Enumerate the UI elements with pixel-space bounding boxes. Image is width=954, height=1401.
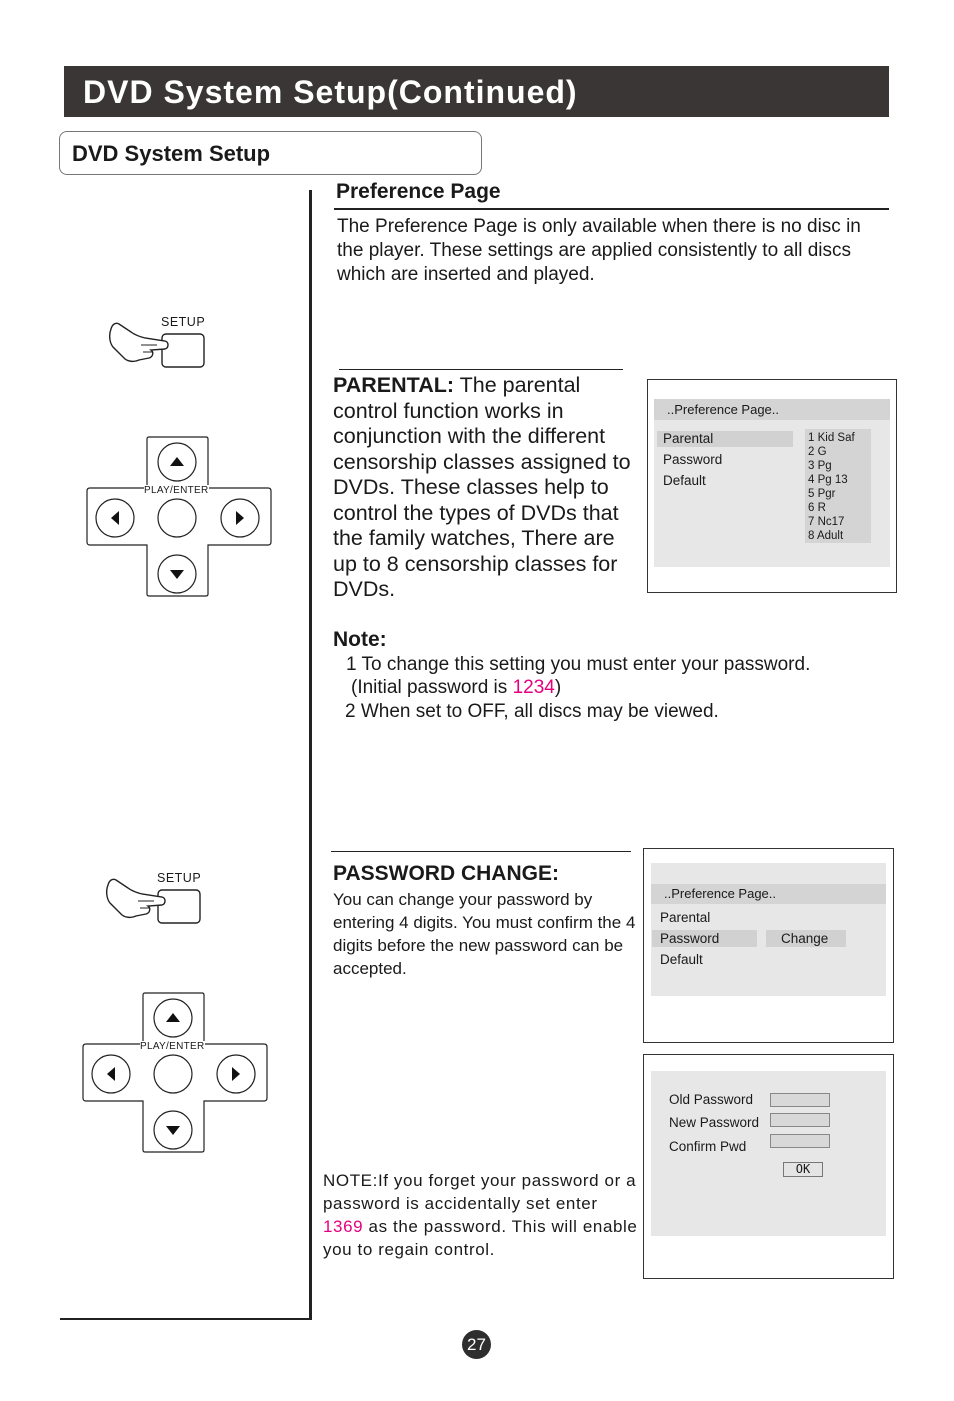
play-enter-label: PLAY/ENTER bbox=[144, 485, 209, 496]
note-line-2 bbox=[351, 676, 561, 700]
forget-note-suffix: as the password. This will enable you to regain control. bbox=[323, 1217, 638, 1259]
menu-title: ..Preference Page.. bbox=[654, 399, 890, 420]
preference-heading: Preference Page bbox=[336, 180, 501, 203]
setup-label: SETUP bbox=[157, 871, 202, 885]
preference-intro: The Preference Page is only available when there is no disc in the player. These settings are applied consistently to all discs which are inserted and played. bbox=[337, 216, 861, 285]
rating-option[interactable]: 4 Pg 13 bbox=[808, 474, 848, 486]
rating-option[interactable]: 7 Nc17 bbox=[808, 516, 845, 528]
preference-screen-parental bbox=[647, 379, 897, 593]
note-line-2-suffix: ) bbox=[554, 677, 562, 698]
password-change-heading: PASSWORD CHANGE: bbox=[333, 862, 559, 885]
dpad-illustration-2 bbox=[82, 991, 270, 1155]
column-divider bbox=[309, 190, 312, 1320]
password-rule bbox=[331, 851, 631, 852]
confirm-password-input[interactable] bbox=[770, 1134, 830, 1148]
ok-button[interactable]: OK bbox=[783, 1162, 823, 1177]
menu-item-default[interactable]: Default bbox=[660, 952, 703, 967]
forget-note-prefix: NOTE:If you forget your password or a password is accidentally set enter bbox=[323, 1171, 637, 1213]
master-password: 1369 bbox=[323, 1217, 364, 1236]
menu-item-parental[interactable]: Parental bbox=[660, 910, 711, 925]
heading-rule bbox=[334, 208, 889, 210]
rating-option[interactable]: 3 Pg bbox=[808, 460, 832, 472]
password-entry-screen bbox=[643, 1054, 894, 1279]
confirm-password-label: Confirm Pwd bbox=[669, 1139, 747, 1154]
setup-label: SETUP bbox=[161, 315, 206, 329]
rating-option[interactable]: 8 Adult bbox=[808, 530, 844, 542]
old-password-label: Old Password bbox=[669, 1092, 754, 1107]
note-line-2-prefix: (Initial password is bbox=[351, 677, 513, 698]
forget-password-note bbox=[323, 1169, 643, 1261]
initial-password: 1234 bbox=[512, 677, 555, 698]
menu-item-password[interactable]: Password bbox=[652, 930, 757, 947]
new-password-label: New Password bbox=[669, 1115, 760, 1130]
dpad-illustration bbox=[86, 435, 274, 599]
play-enter-label: PLAY/ENTER bbox=[140, 1041, 205, 1052]
menu-title: ..Preference Page.. bbox=[651, 884, 886, 904]
preference-screen-password bbox=[643, 848, 894, 1043]
setup-button-illustration-2 bbox=[102, 868, 212, 928]
hand-press-icon bbox=[105, 312, 215, 372]
note-line-3: 2 When set to OFF, all discs may be viewed. bbox=[345, 701, 719, 722]
dpad-icon bbox=[86, 435, 274, 599]
parental-description bbox=[333, 373, 638, 603]
new-password-input[interactable] bbox=[770, 1113, 830, 1127]
bottom-rule bbox=[60, 1318, 312, 1320]
rating-option[interactable]: 5 Pgr bbox=[808, 488, 836, 500]
rating-option[interactable]: 6 R bbox=[808, 502, 826, 514]
dpad-icon bbox=[82, 991, 270, 1155]
rating-option[interactable]: 2 G bbox=[808, 446, 827, 458]
change-option[interactable]: Change bbox=[766, 930, 846, 947]
note-line-1: 1 To change this setting you must enter your password. bbox=[346, 654, 811, 675]
rating-option[interactable]: 1 Kid Saf bbox=[808, 432, 855, 444]
setup-button-illustration bbox=[105, 312, 215, 372]
section-title: DVD System Setup bbox=[59, 131, 482, 175]
parental-rule bbox=[339, 369, 623, 370]
hand-press-icon bbox=[102, 868, 212, 928]
note-label: Note: bbox=[333, 628, 387, 651]
menu-item-default[interactable]: Default bbox=[663, 473, 706, 488]
old-password-input[interactable] bbox=[770, 1093, 830, 1107]
password-change-description: You can change your password by entering 4 digits. You must confirm the 4 digits before the new password can be accepted. bbox=[333, 890, 636, 978]
parental-label: PARENTAL: bbox=[333, 373, 455, 397]
parental-text: The parental control function works in conjunction with the different censorship classes assigned to DVDs. These classes help to control the types of DVDs that the family watches, There are up to 8 censorship classes for DVDs. bbox=[333, 373, 631, 601]
menu-item-password[interactable]: Password bbox=[663, 452, 723, 467]
page-number: 27 bbox=[462, 1330, 491, 1359]
rating-options-list bbox=[805, 429, 871, 543]
menu-item-parental[interactable]: Parental bbox=[657, 431, 793, 447]
page-title: DVD System Setup(Continued) bbox=[64, 66, 889, 117]
